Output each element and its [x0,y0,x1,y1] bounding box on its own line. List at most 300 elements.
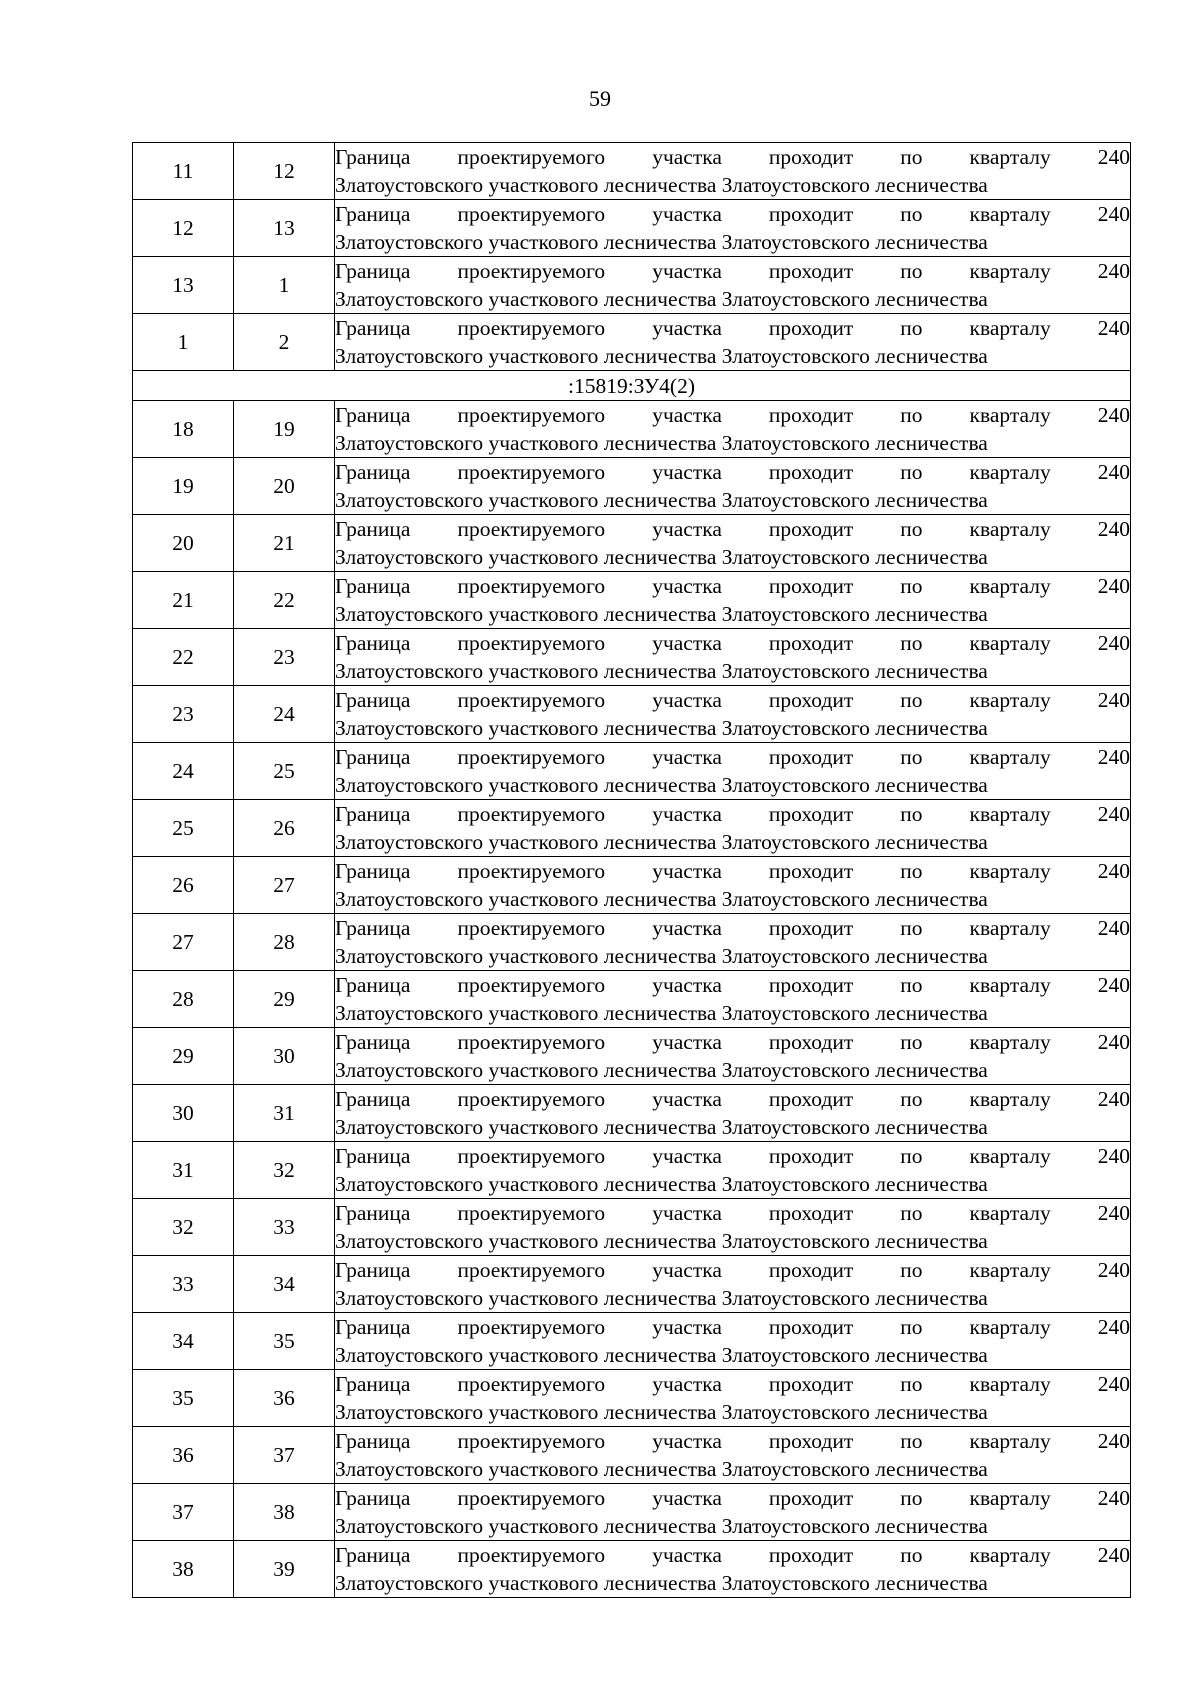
description-word: проходит [768,574,854,598]
description-word: по [900,316,923,340]
description-word: участка [652,916,722,940]
description-word: Граница [335,1144,411,1168]
description-word: проходит [768,688,854,712]
description-word: проходит [768,973,854,997]
description-line-1 [335,1313,1130,1341]
description-word: кварталу [969,688,1051,712]
description-word: по [900,1486,923,1510]
description-word: кварталу [969,1543,1051,1567]
description-word: проектируемого [457,1201,606,1225]
description-word: проектируемого [457,802,606,826]
description-word: 240 [1097,1315,1130,1339]
description-word: кварталу [969,1258,1051,1282]
boundary-description [335,143,1131,200]
description-word: участка [652,859,722,883]
description-word: проходит [768,745,854,769]
page-number: 59 [589,86,611,111]
description-word: 240 [1097,316,1130,340]
description-line-1 [335,401,1130,429]
description-line-2: Златоустовского участкового лесничества Златоустовского лесничества [335,230,988,254]
section-row [133,371,1131,401]
description-line-1 [335,1028,1130,1056]
table-row [133,686,1131,743]
description-word: по [900,259,923,283]
description-word: проходит [768,145,854,169]
description-word: по [900,802,923,826]
boundary-description [335,257,1131,314]
point-to: 37 [234,1427,335,1484]
description-word: проходит [768,1315,854,1339]
boundary-description [335,857,1131,914]
description-word: кварталу [969,973,1051,997]
description-word: Граница [335,259,411,283]
point-to: 19 [234,401,335,458]
description-word: по [900,973,923,997]
description-word: участка [652,1087,722,1111]
description-word: проходит [768,631,854,655]
boundary-description [335,1256,1131,1313]
description-word: проходит [768,259,854,283]
description-word: проходит [768,1429,854,1453]
description-word: по [900,145,923,169]
description-word: кварталу [969,259,1051,283]
description-word: кварталу [969,1201,1051,1225]
description-word: проходит [768,1144,854,1168]
description-line-2: Златоустовского участкового лесничества Златоустовского лесничества [335,545,988,569]
point-from: 27 [133,914,234,971]
description-word: проходит [768,1543,854,1567]
description-word: кварталу [969,802,1051,826]
description-word: Граница [335,631,411,655]
boundary-description [335,200,1131,257]
table-row [133,257,1131,314]
point-from: 12 [133,200,234,257]
boundary-description [335,314,1131,371]
description-word: 240 [1097,745,1130,769]
description-line-1 [335,458,1130,486]
description-line-2: Златоустовского участкового лесничества Златоустовского лесничества [335,716,988,740]
table-row [133,1541,1131,1598]
description-word: участка [652,460,722,484]
description-word: проектируемого [457,916,606,940]
description-line-2: Златоустовского участкового лесничества Златоустовского лесничества [335,1001,988,1025]
point-from: 11 [133,143,234,200]
description-word: по [900,1087,923,1111]
point-to: 1 [234,257,335,314]
table-row [133,515,1131,572]
description-word: проектируемого [457,1258,606,1282]
description-word: 240 [1097,517,1130,541]
description-line-2: Златоустовского участкового лесничества Златоустовского лесничества [335,1343,988,1367]
description-word: Граница [335,316,411,340]
description-word: проходит [768,517,854,541]
table-row [133,914,1131,971]
description-word: кварталу [969,1087,1051,1111]
description-line-1 [335,314,1130,342]
description-word: участка [652,1315,722,1339]
description-word: Граница [335,1429,411,1453]
description-word: по [900,859,923,883]
description-word: 240 [1097,859,1130,883]
description-word: проходит [768,859,854,883]
point-to: 38 [234,1484,335,1541]
description-word: проектируемого [457,1543,606,1567]
point-to: 33 [234,1199,335,1256]
point-from: 33 [133,1256,234,1313]
description-line-1 [335,800,1130,828]
point-from: 34 [133,1313,234,1370]
table-row [133,1313,1131,1370]
table-row [133,572,1131,629]
point-from: 26 [133,857,234,914]
point-from: 23 [133,686,234,743]
point-to: 21 [234,515,335,572]
description-word: проходит [768,1486,854,1510]
boundary-description [335,1541,1131,1598]
description-word: проектируемого [457,745,606,769]
description-word: проектируемого [457,517,606,541]
table-body-after [133,401,1131,1598]
boundary-description [335,1313,1131,1370]
point-from: 25 [133,800,234,857]
description-word: участка [652,145,722,169]
description-word: участка [652,259,722,283]
description-word: 240 [1097,631,1130,655]
description-line-1 [335,857,1130,885]
description-word: Граница [335,1258,411,1282]
description-word: Граница [335,1087,411,1111]
description-line-2: Златоустовского участкового лесничества Златоустовского лесничества [335,1229,988,1253]
description-line-1 [335,1484,1130,1512]
description-line-1 [335,143,1130,171]
point-from: 38 [133,1541,234,1598]
description-word: Граница [335,1201,411,1225]
point-to: 2 [234,314,335,371]
point-to: 20 [234,458,335,515]
description-word: проектируемого [457,1144,606,1168]
description-word: проектируемого [457,316,606,340]
description-word: кварталу [969,631,1051,655]
description-word: Граница [335,460,411,484]
description-word: участка [652,1543,722,1567]
boundary-description [335,458,1131,515]
description-word: кварталу [969,1030,1051,1054]
description-word: участка [652,688,722,712]
description-word: проходит [768,403,854,427]
description-word: 240 [1097,574,1130,598]
point-from: 18 [133,401,234,458]
description-word: Граница [335,202,411,226]
point-to: 23 [234,629,335,686]
description-word: по [900,1543,923,1567]
point-to: 35 [234,1313,335,1370]
description-word: Граница [335,145,411,169]
description-word: по [900,202,923,226]
description-word: кварталу [969,859,1051,883]
boundary-description [335,1085,1131,1142]
description-word: кварталу [969,574,1051,598]
description-word: проектируемого [457,460,606,484]
description-line-2: Златоустовского участкового лесничества Златоустовского лесничества [335,1115,988,1139]
description-word: 240 [1097,802,1130,826]
description-word: по [900,631,923,655]
table-row [133,1256,1131,1313]
description-word: проходит [768,1372,854,1396]
boundary-description [335,1370,1131,1427]
description-line-2: Златоустовского участкового лесничества Златоустовского лесничества [335,431,988,455]
description-line-2: Златоустовского участкового лесничества Златоустовского лесничества [335,287,988,311]
description-word: кварталу [969,517,1051,541]
description-word: участка [652,1372,722,1396]
description-line-2: Златоустовского участкового лесничества Златоустовского лесничества [335,1286,988,1310]
boundary-description [335,1142,1131,1199]
point-from: 22 [133,629,234,686]
description-word: по [900,574,923,598]
description-word: по [900,916,923,940]
description-word: участка [652,1030,722,1054]
description-line-1 [335,1199,1130,1227]
description-word: участка [652,202,722,226]
description-word: кварталу [969,1144,1051,1168]
description-word: проектируемого [457,1372,606,1396]
description-word: кварталу [969,145,1051,169]
boundary-description [335,1427,1131,1484]
description-word: участка [652,631,722,655]
description-word: проходит [768,916,854,940]
description-word: проектируемого [457,631,606,655]
description-word: Граница [335,859,411,883]
point-from: 13 [133,257,234,314]
description-word: проектируемого [457,1429,606,1453]
description-word: 240 [1097,973,1130,997]
point-from: 30 [133,1085,234,1142]
point-from: 20 [133,515,234,572]
point-to: 36 [234,1370,335,1427]
description-word: Граница [335,1315,411,1339]
description-word: участка [652,1429,722,1453]
point-from: 37 [133,1484,234,1541]
description-word: Граница [335,1486,411,1510]
description-word: кварталу [969,916,1051,940]
description-line-1 [335,1085,1130,1113]
description-word: 240 [1097,1030,1130,1054]
description-word: участка [652,1258,722,1282]
description-word: 240 [1097,145,1130,169]
description-line-2: Златоустовского участкового лесничества Златоустовского лесничества [335,1457,988,1481]
boundary-description [335,1199,1131,1256]
description-word: кварталу [969,1315,1051,1339]
description-line-1 [335,1370,1130,1398]
point-to: 31 [234,1085,335,1142]
description-word: участка [652,745,722,769]
description-word: кварталу [969,745,1051,769]
table-row [133,1370,1131,1427]
table-row [133,1085,1131,1142]
point-to: 12 [234,143,335,200]
description-line-1 [335,257,1130,285]
table-row [133,800,1131,857]
point-from: 29 [133,1028,234,1085]
description-word: по [900,1201,923,1225]
point-to: 34 [234,1256,335,1313]
description-word: Граница [335,403,411,427]
point-to: 27 [234,857,335,914]
description-word: проектируемого [457,574,606,598]
point-to: 26 [234,800,335,857]
description-word: проходит [768,1201,854,1225]
point-from: 31 [133,1142,234,1199]
point-from: 19 [133,458,234,515]
description-word: по [900,1429,923,1453]
description-line-1 [335,200,1130,228]
description-line-2: Златоустовского участкового лесничества Златоустовского лесничества [335,659,988,683]
description-line-1 [335,686,1130,714]
boundary-description [335,515,1131,572]
description-word: кварталу [969,1429,1051,1453]
description-word: Граница [335,1543,411,1567]
table-row [133,458,1131,515]
table-row [133,1199,1131,1256]
description-word: участка [652,403,722,427]
point-to: 32 [234,1142,335,1199]
boundary-description [335,971,1131,1028]
description-word: участка [652,517,722,541]
description-word: 240 [1097,202,1130,226]
description-word: Граница [335,574,411,598]
table-row [133,1142,1131,1199]
description-word: по [900,1258,923,1282]
description-word: проектируемого [457,1486,606,1510]
description-word: проходит [768,460,854,484]
description-word: Граница [335,916,411,940]
description-word: по [900,1315,923,1339]
table-row [133,401,1131,458]
description-word: Граница [335,802,411,826]
table-row [133,200,1131,257]
description-word: 240 [1097,1429,1130,1453]
description-word: кварталу [969,403,1051,427]
description-word: кварталу [969,1486,1051,1510]
description-line-1 [335,971,1130,999]
description-word: участка [652,1144,722,1168]
description-line-2: Златоустовского участкового лесничества Златоустовского лесничества [335,1172,988,1196]
table-row [133,1484,1131,1541]
description-line-2: Златоустовского участкового лесничества Златоустовского лесничества [335,944,988,968]
description-word: по [900,517,923,541]
description-line-2: Златоустовского участкового лесничества Златоустовского лесничества [335,344,988,368]
point-to: 28 [234,914,335,971]
point-to: 30 [234,1028,335,1085]
description-word: по [900,1372,923,1396]
description-word: проектируемого [457,259,606,283]
description-word: проектируемого [457,403,606,427]
description-word: по [900,460,923,484]
point-from: 24 [133,743,234,800]
description-line-2: Златоустовского участкового лесничества Златоустовского лесничества [335,488,988,512]
point-to: 13 [234,200,335,257]
description-word: проходит [768,1030,854,1054]
boundary-description [335,743,1131,800]
table-row [133,143,1131,200]
description-line-1 [335,1427,1130,1455]
description-word: по [900,403,923,427]
description-word: проходит [768,802,854,826]
description-word: участка [652,802,722,826]
description-word: проектируемого [457,202,606,226]
description-line-1 [335,1142,1130,1170]
description-word: по [900,1144,923,1168]
description-line-2: Златоустовского участкового лесничества Златоустовского лесничества [335,773,988,797]
table-body-before [133,143,1131,371]
point-from: 28 [133,971,234,1028]
description-word: проходит [768,316,854,340]
description-word: 240 [1097,1087,1130,1111]
description-word: проектируемого [457,1030,606,1054]
section-title: :15819:ЗУ4(2) [133,371,1131,401]
description-word: 240 [1097,259,1130,283]
description-word: проектируемого [457,688,606,712]
boundary-description [335,401,1131,458]
description-word: кварталу [969,460,1051,484]
description-word: 240 [1097,1372,1130,1396]
description-line-2: Златоустовского участкового лесничества Златоустовского лесничества [335,1571,988,1595]
description-word: по [900,745,923,769]
description-line-1 [335,914,1130,942]
point-from: 35 [133,1370,234,1427]
description-word: 240 [1097,688,1130,712]
description-word: кварталу [969,202,1051,226]
description-line-1 [335,743,1130,771]
boundary-description [335,914,1131,971]
boundary-table [132,142,1131,1598]
description-word: 240 [1097,1486,1130,1510]
description-word: проектируемого [457,1087,606,1111]
description-line-2: Златоустовского участкового лесничества Златоустовского лесничества [335,830,988,854]
description-line-1 [335,629,1130,657]
section-body [133,371,1131,401]
description-line-2: Златоустовского участкового лесничества Златоустовского лесничества [335,602,988,626]
table-row [133,314,1131,371]
description-line-1 [335,515,1130,543]
description-word: 240 [1097,1258,1130,1282]
table-row [133,971,1131,1028]
description-word: участка [652,1486,722,1510]
boundary-description [335,1484,1131,1541]
description-word: 240 [1097,916,1130,940]
description-line-1 [335,572,1130,600]
point-to: 24 [234,686,335,743]
boundary-description [335,800,1131,857]
description-word: 240 [1097,403,1130,427]
description-word: проектируемого [457,973,606,997]
boundary-description [335,1028,1131,1085]
description-word: 240 [1097,1543,1130,1567]
description-word: проектируемого [457,859,606,883]
description-word: проектируемого [457,1315,606,1339]
point-from: 32 [133,1199,234,1256]
boundary-description [335,686,1131,743]
description-word: участка [652,316,722,340]
description-word: Граница [335,745,411,769]
table-row [133,743,1131,800]
description-word: Граница [335,1372,411,1396]
description-line-2: Златоустовского участкового лесничества Златоустовского лесничества [335,1514,988,1538]
description-line-2: Златоустовского участкового лесничества Златоустовского лесничества [335,1058,988,1082]
point-to: 29 [234,971,335,1028]
description-word: проходит [768,202,854,226]
description-word: по [900,1030,923,1054]
description-word: участка [652,574,722,598]
